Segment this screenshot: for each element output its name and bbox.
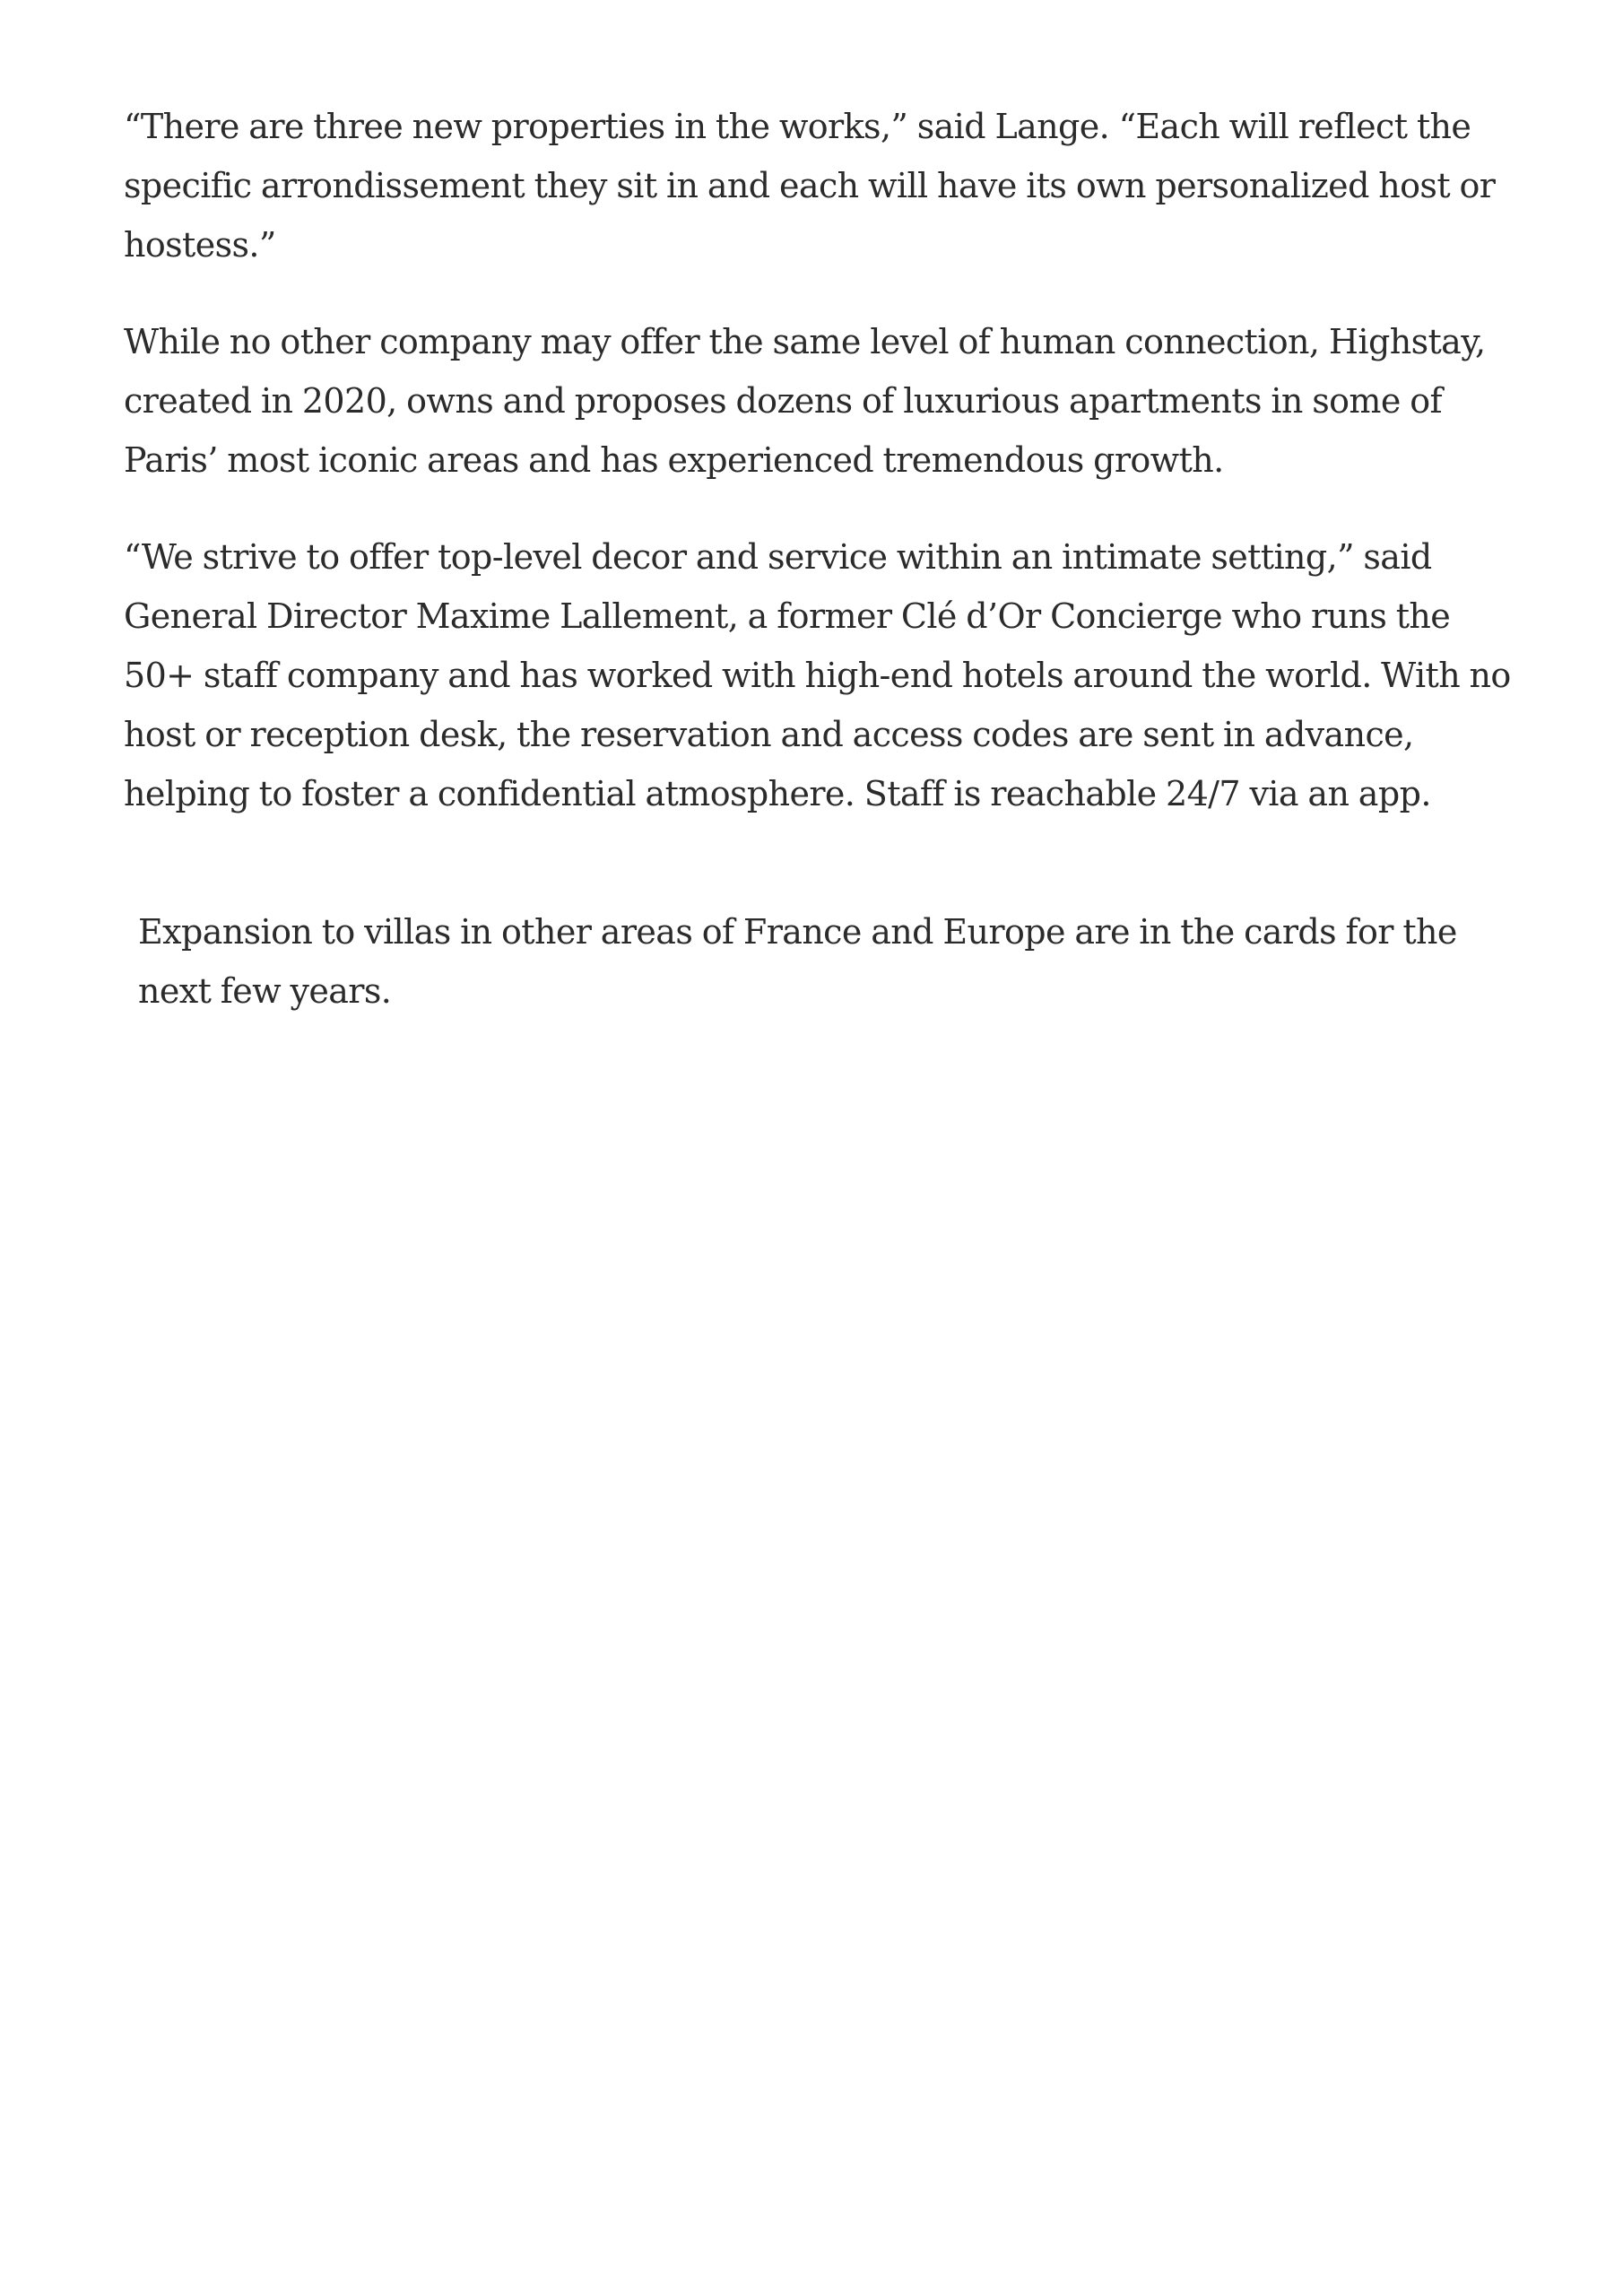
paragraph-new-properties: “There are three new properties in the works,” said Lange. “Each will reflect the specific arrondissement they sit in and each will have its own personalized host or hostess.” <box>124 107 1496 265</box>
paragraph-director-quote: “We strive to offer top-level decor and service within an intimate setting,” said General Director Maxime Lallement, a former Clé d’Or Concierge who runs the 50+ staff company and has worked with high-end hotels around the world. With no host or reception desk, the reservation and access codes are sent in advance, helping to foster a confidential atmosphere. Staff is reachable 24/7 via an app. <box>124 537 1511 813</box>
paragraph-expansion: Expansion to villas in other areas of France and Europe are in the cards for the next few years. <box>138 912 1457 1011</box>
article-body <box>124 97 1523 1058</box>
paragraph-highstay-growth: While no other company may offer the same level of human connection, Highstay, created in 2020, owns and proposes dozens of luxurious apartments in some of Paris’ most iconic areas and has experienced tremendous growth. <box>124 322 1486 480</box>
